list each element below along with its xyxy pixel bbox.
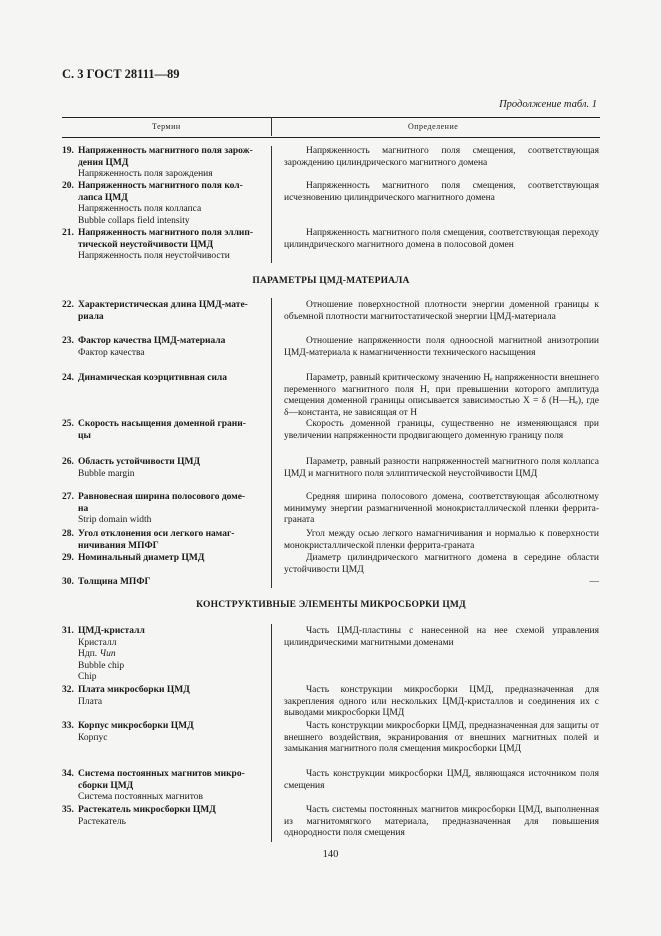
column-header-term: Термин: [152, 122, 181, 131]
term-name: Толщина МПФГ: [78, 577, 151, 587]
page-header: С. 3 ГОСТ 28111—89: [62, 67, 180, 81]
table-continuation-label: Продолжение табл. 1: [499, 99, 597, 110]
term-name: ЦМД-кристалл: [78, 626, 145, 636]
term-name: Скорость насыщения доменной грани-: [78, 419, 246, 429]
term-name: Фактор качества ЦМД-материала: [78, 336, 226, 346]
column-divider: [271, 298, 272, 588]
definition: Скорость доменной границы, существенно не изменяющаяся при увеличении напряженности продвигающего доменную границу поля: [284, 419, 599, 441]
definition: —: [589, 577, 599, 587]
column-divider: [271, 146, 272, 263]
term-name: Напряженность магнитного поля кол-: [78, 181, 243, 191]
term-name: Система постоянных магнитов микро-: [78, 769, 245, 779]
term-name: Динамическая коэрцитивная сила: [78, 373, 228, 383]
column-divider: [271, 117, 272, 136]
definition: Часть системы постоянных магнитов микросборки ЦМД, выполненная из магнитомягкого материала, предназначенная для повышения однородности поля смещения: [284, 805, 599, 838]
term-name: Корпус микросборки ЦМД: [78, 721, 194, 731]
definition: Параметр, равный критическому значению Hₑ напряженности внешнего переменного магнитного поля H, при превышении которого амплитуда смещения доменной границы описывается зависимостью X = δ (H—Hₑ), где δ—константа, не зависящая от H: [284, 373, 599, 418]
term-name: Номинальный диаметр ЦМД: [78, 553, 205, 563]
definition: Угол между осью легкого намагничивания и нормалью к поверхности монокристаллической пленки феррита-граната: [284, 529, 599, 551]
definition: Часть конструкции микросборки ЦМД, предназначенная для защиты от внешнего воздействия, экранирования от внешних магнитных полей и замыкания магнитного поля смещения микросборки ЦМД: [284, 721, 599, 754]
term-name: Область устойчивости ЦМД: [78, 457, 200, 467]
column-divider: [271, 624, 272, 842]
definition: Диаметр цилиндрического магнитного домена в середине области устойчивости ЦМД: [284, 553, 599, 575]
definition: Напряженность магнитного поля смещения, соответствующая переходу цилиндрического магнитного домена в полосовой домен: [284, 228, 599, 250]
section-heading: КОНСТРУКТИВНЫЕ ЭЛЕМЕНТЫ МИКРОСБОРКИ ЦМД: [196, 600, 466, 610]
term-name: Плата микросборки ЦМД: [78, 685, 190, 695]
definition: Часть конструкции микросборки ЦМД, предназначенная для закрепления одного или нескольких ЦМД-кристаллов и соединения их с выводами микросборки ЦМД: [284, 685, 599, 718]
section-heading: ПАРАМЕТРЫ ЦМД-МАТЕРИАЛА: [252, 276, 410, 286]
definition: Отношение напряженности поля одноосной магнитной анизотропии ЦМД-материала к намагниченности технического насыщения: [284, 336, 599, 358]
column-header-definition: Определение: [408, 122, 459, 131]
term-name: Напряженность магнитного поля зарож-: [78, 146, 253, 156]
definition: Отношение поверхностной плотности энергии доменной границы к объемной плотности магнитостатической энергии ЦМД-материала: [284, 300, 599, 322]
definition: Напряженность магнитного поля смещения, соответствующая исчезновению цилиндрического магнитного домена: [284, 181, 599, 203]
definition: Часть ЦМД-пластины с нанесенной на нее схемой управления цилиндрическими магнитными доменами: [284, 626, 599, 648]
term-name: Растекатель микросборки ЦМД: [78, 805, 216, 815]
term-name: Равновесная ширина полосового доме-: [78, 492, 246, 502]
term-name: Характеристическая длина ЦМД-мате-: [78, 300, 248, 310]
term-name: Угол отклонения оси легкого намаг-: [78, 529, 235, 539]
definition: Параметр, равный разности напряженностей магнитного поля коллапса ЦМД и магнитного поля эллиптической неустойчивости ЦМД: [284, 457, 599, 479]
definition: Средняя ширина полосового домена, соответствующая абсолютному минимуму энергии размагниченной монокристаллической пленки феррита-граната: [284, 492, 599, 525]
definition: Напряженность магнитного поля смещения, соответствующая зарождению цилиндрического магнитного домена: [284, 146, 599, 168]
definition: Часть конструкции микросборки ЦМД, являющаяся источником поля смещения: [284, 769, 599, 791]
term-name: Напряженность магнитного поля эллип-: [78, 228, 254, 238]
page-number: 140: [322, 849, 339, 860]
table-header: [62, 117, 600, 138]
